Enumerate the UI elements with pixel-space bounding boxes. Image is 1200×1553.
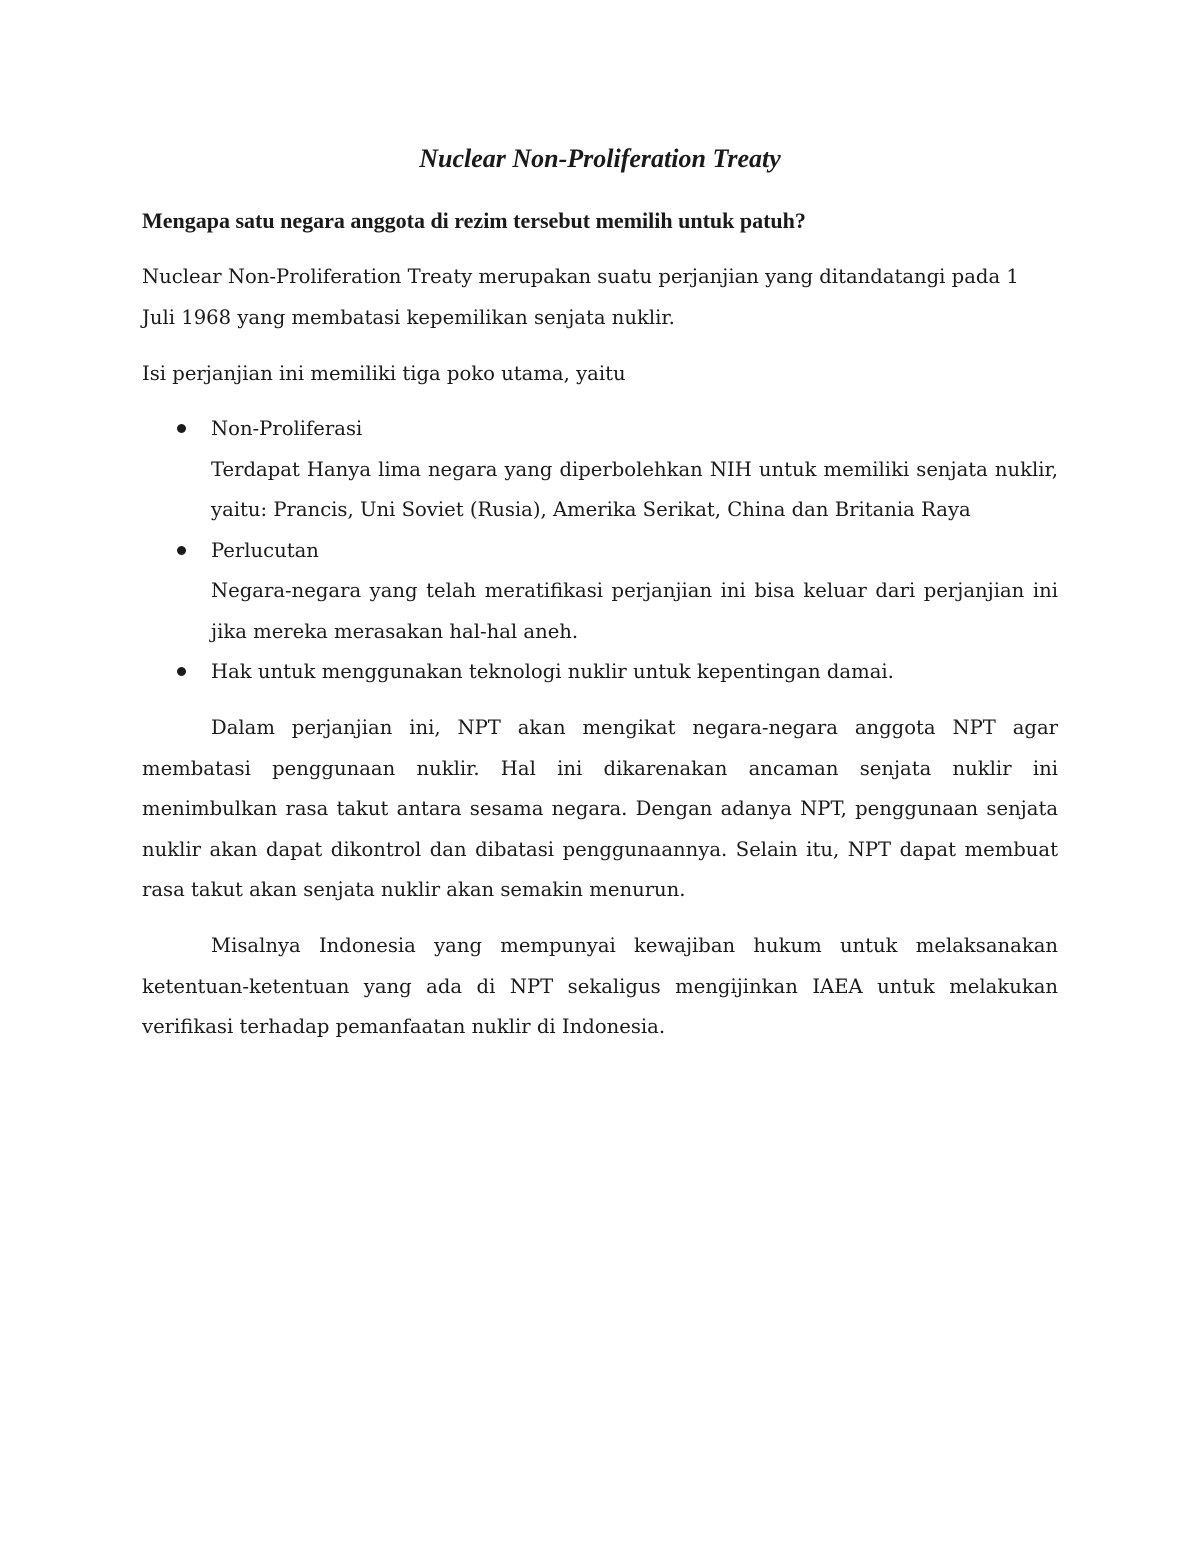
indonesia-paragraph: Misalnya Indonesia yang mempunyai kewajiban hukum untuk melaksanakan ketentuan-ketentuan yang ada di NPT sekaligus mengijinkan IAEA untuk melakukan verifikasi terhadap pemanfaatan nuklir di Indonesia. <box>142 934 1058 1038</box>
point-heading: Hak untuk menggunakan teknologi nuklir untuk kepentingan damai. <box>211 660 894 683</box>
intro-paragraph: Nuclear Non-Proliferation Treaty merupakan suatu perjanjian yang ditandatangi pada 1 Juli 1968 yang membatasi kepemilikan senjata nuklir. <box>142 265 1019 329</box>
point-description: Negara-negara yang telah meratifikasi perjanjian ini bisa keluar dari perjanjian ini jika mereka merasakan hal-hal aneh. <box>211 579 1058 643</box>
list-item <box>142 652 1058 693</box>
document-question: Mengapa satu negara anggota di rezim tersebut memilih untuk patuh? <box>142 208 806 233</box>
list-intro-paragraph: Isi perjanjian ini memiliki tiga poko utama, yaitu <box>142 362 626 385</box>
point-heading: Perlucutan <box>211 538 319 562</box>
bullet-icon <box>177 424 186 433</box>
list-item <box>142 409 1058 531</box>
point-heading: Non-Proliferasi <box>211 417 363 440</box>
treaty-points-list <box>142 409 1058 693</box>
npt-paragraph: Dalam perjanjian ini, NPT akan mengikat negara-negara anggota NPT agar membatasi penggunaan nuklir. Hal ini dikarenakan ancaman senjata nuklir ini menimbulkan rasa takut antara sesama negara. Dengan adanya NPT, penggunaan senjata nuklir akan dapat dikontrol dan dibatasi penggunaannya. Selain itu, NPT dapat membuat rasa takut akan senjata nuklir akan semakin menurun. <box>142 716 1058 901</box>
list-item <box>142 531 1058 653</box>
bullet-icon <box>177 667 186 676</box>
point-description: Terdapat Hanya lima negara yang diperbolehkan NIH untuk memiliki senjata nuklir, yaitu: Prancis, Uni Soviet (Rusia), Amerika Serikat, China dan Britania Raya <box>211 457 1058 521</box>
bullet-icon <box>177 546 186 555</box>
document-title: Nuclear Non-Proliferation Treaty <box>419 144 781 173</box>
